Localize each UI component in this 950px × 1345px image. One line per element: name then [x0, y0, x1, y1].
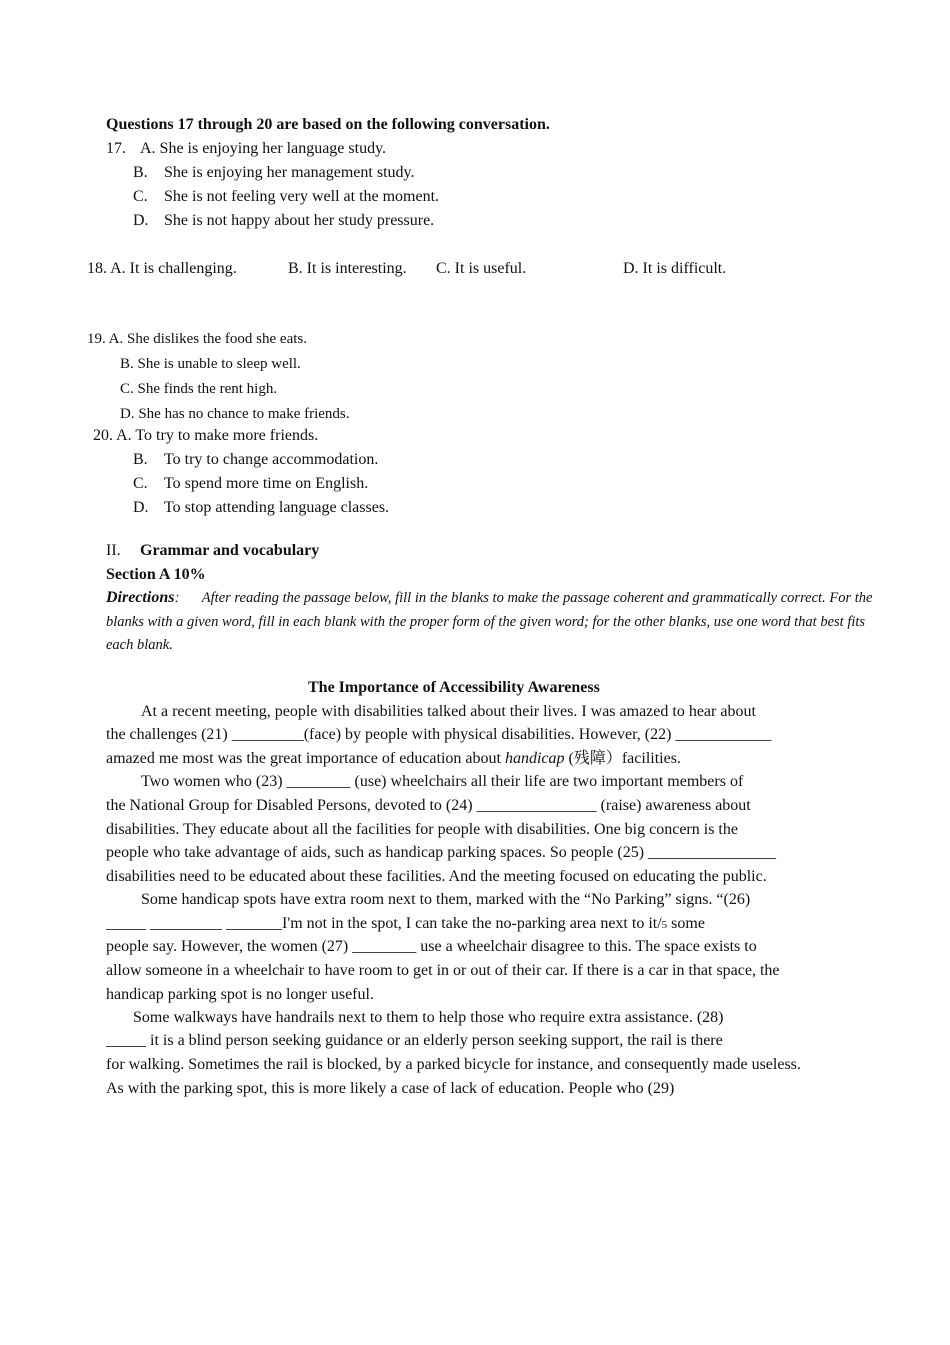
- q17-option-d: [133, 211, 434, 231]
- passage-line: the challenges (21) _________(face) by people with physical disabilities. However, (22) ____________: [106, 726, 772, 743]
- q17-option-c: [133, 187, 439, 207]
- passage-line: allow someone in a wheelchair to have room to get in or out of their car. If there is a car in that space, the: [106, 962, 780, 979]
- passage-line: At a recent meeting, people with disabilities talked about their lives. I was amazed to hear about: [141, 703, 756, 720]
- passage-line: the National Group for Disabled Persons, devoted to (24) _______________ (raise) awareness about: [106, 797, 751, 814]
- q17-c-text: She is not feeling very well at the moment.: [164, 188, 440, 205]
- part-title: Grammar and vocabulary: [140, 542, 320, 559]
- q18-option-a: 18. A. It is challenging.: [87, 260, 237, 277]
- questions-heading: Questions 17 through 20 are based on the following conversation.: [106, 116, 550, 133]
- q18-option-c: C. It is useful.: [436, 260, 527, 277]
- q19-option-c: C. She finds the rent high.: [120, 381, 278, 397]
- passage-line: people who take advantage of aids, such as handicap parking spaces. So people (25) ________________: [106, 844, 777, 861]
- q17-number: 17.: [106, 140, 126, 157]
- passage-line-text: some: [667, 915, 705, 932]
- q17-d-text: She is not happy about her study pressure.: [164, 212, 435, 229]
- directions-label: Directionsː: [106, 589, 180, 606]
- part-number: II.: [106, 542, 121, 559]
- q18-option-b: B. It is interesting.: [288, 260, 407, 277]
- passage-line: Some handicap spots have extra room next to them, marked with the “No Parking” signs. “(26): [141, 891, 751, 908]
- q17-d-letter: D.: [133, 212, 149, 229]
- passage-line: [106, 749, 681, 769]
- passage-line-text: amazed me most was the great importance of education about: [106, 750, 505, 767]
- q20-c-letter: C.: [133, 475, 148, 492]
- q20-option-c: [133, 474, 368, 494]
- handicap-term: handicap: [504, 750, 565, 767]
- passage-line: _____ it is a blind person seeking guidance or an elderly person seeking support, the rail is there: [106, 1032, 723, 1049]
- q20-option-b: [133, 450, 378, 470]
- q20-b-letter: B.: [133, 451, 148, 468]
- passage-line-text: (残障）facilities.: [564, 750, 681, 767]
- stray-mark: 5: [661, 919, 668, 931]
- passage-line: for walking. Sometimes the rail is blocked, by a parked bicycle for instance, and consequently made useless.: [106, 1056, 801, 1073]
- q19-option-a: 19. A. She dislikes the food she eats.: [87, 331, 307, 347]
- q20-d-text: To stop attending language classes.: [164, 499, 390, 516]
- passage-line: [106, 914, 705, 935]
- q17-b-text: She is enjoying her management study.: [164, 164, 415, 181]
- q17-a-text: A. She is enjoying her language study.: [140, 140, 387, 157]
- passage-line: Some walkways have handrails next to them to help those who require extra assistance. (28): [133, 1009, 724, 1026]
- passage-title: The Importance of Accessibility Awareness: [308, 679, 600, 696]
- q17-option-a: [106, 139, 386, 159]
- q17-option-b: [133, 163, 414, 183]
- q19-option-b: B. She is unable to sleep well.: [120, 356, 301, 372]
- q18-option-d: D. It is difficult.: [623, 260, 727, 277]
- q17-b-letter: B.: [133, 164, 148, 181]
- q20-option-a: 20. A. To try to make more friends.: [93, 427, 319, 444]
- section-heading: Section A 10%: [106, 566, 206, 583]
- q20-option-d: [133, 498, 389, 518]
- part-heading: [106, 541, 319, 561]
- passage-line-text: _____ _________ _______I'm not in the spot, I can take the no-parking area next to it/: [106, 915, 662, 932]
- passage-line: disabilities need to be educated about these facilities. And the meeting focused on educating the public.: [106, 868, 767, 885]
- q20-c-text: To spend more time on English.: [164, 475, 369, 492]
- q17-c-letter: C.: [133, 188, 148, 205]
- passage-line: Two women who (23) ________ (use) wheelchairs all their life are two important members of: [141, 773, 744, 790]
- passage-line: As with the parking spot, this is more likely a case of lack of education. People who (29): [106, 1080, 675, 1097]
- directions: [106, 586, 876, 658]
- directions-text: After reading the passage below, fill in the blanks to make the passage coherent and grammatically correct. For the blanks with a given word, fill in each blank with the proper form of the given word; for the other blanks, use one word that best fits each blank.: [106, 590, 873, 653]
- q20-b-text: To try to change accommodation.: [164, 451, 379, 468]
- q20-d-letter: D.: [133, 499, 149, 516]
- q19-option-d: D. She has no chance to make friends.: [120, 406, 350, 422]
- passage-line: people say. However, the women (27) ________ use a wheelchair disagree to this. The space exists to: [106, 938, 757, 955]
- passage-line: disabilities. They educate about all the facilities for people with disabilities. One big concern is the: [106, 821, 738, 838]
- passage-line: handicap parking spot is no longer useful.: [106, 986, 374, 1003]
